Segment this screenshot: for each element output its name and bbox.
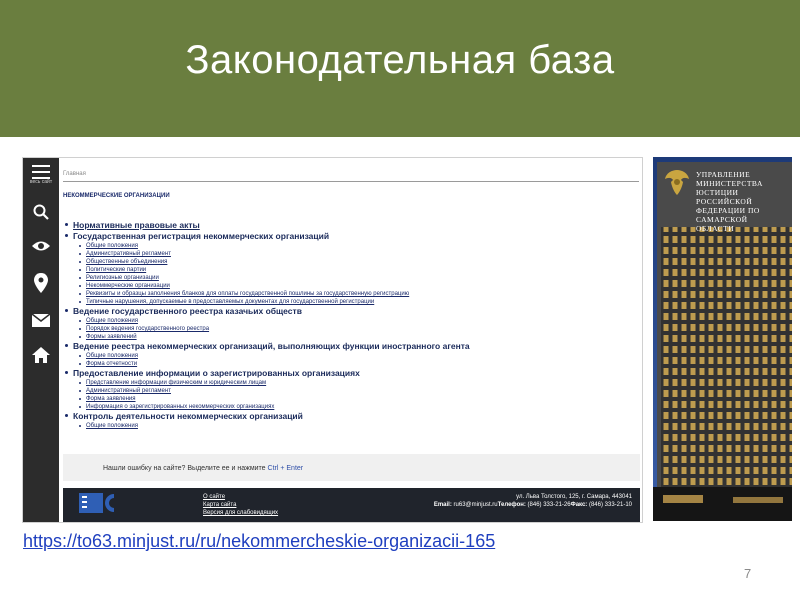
nav-group bbox=[65, 368, 637, 411]
site-footer bbox=[63, 488, 640, 522]
nav-link[interactable]: Представление информации физическим и юридическим лицам bbox=[79, 379, 637, 387]
sign-line: ЮСТИЦИИ bbox=[696, 188, 739, 197]
error-report-text bbox=[103, 465, 303, 472]
nav-link[interactable]: Типичные нарушения, допускаемые в предоставляемых документах для государственной регистрации bbox=[79, 298, 637, 306]
nav-link[interactable]: Общественные объединения bbox=[79, 258, 637, 266]
nav-link[interactable]: Административный регламент bbox=[79, 387, 637, 395]
ministry-logo-icon bbox=[79, 493, 117, 513]
breadcrumb-divider bbox=[63, 181, 639, 182]
site-sidebar bbox=[23, 158, 59, 522]
sign-line: ОБЛАСТИ bbox=[696, 224, 735, 233]
phone-value: (846) 333-21-26 bbox=[527, 502, 571, 508]
nav-group-label[interactable]: Нормативные правовые акты bbox=[73, 220, 200, 230]
sign-line: ФЕДЕРАЦИИ ПО bbox=[696, 206, 760, 215]
sub-list bbox=[79, 242, 637, 306]
fax-value: (846) 333-21-10 bbox=[588, 502, 632, 508]
nav-group-label[interactable]: Ведение реестра некоммерческих организаций, выполняющих функции иностранного агента bbox=[73, 341, 470, 351]
nav-link[interactable]: Политические партии bbox=[79, 266, 637, 274]
nav-link[interactable]: Информация о зарегистрированных некоммерческих организациях bbox=[79, 403, 637, 411]
map-pin-icon[interactable] bbox=[29, 271, 53, 295]
nav-group bbox=[65, 411, 637, 430]
source-url-link[interactable]: https://to63.minjust.ru/ru/nekommercheskie-organizacii-165 bbox=[23, 531, 496, 551]
nav-link[interactable]: Религиозные организации bbox=[79, 274, 637, 282]
page-number: 7 bbox=[744, 566, 752, 581]
nav-group-label[interactable]: Предоставление информации о зарегистрированных организациях bbox=[73, 368, 360, 378]
nav-link[interactable]: Общие положения bbox=[79, 242, 637, 250]
nav-group bbox=[65, 220, 637, 231]
site-main-content bbox=[63, 158, 640, 522]
sign-line: МИНИСТЕРСТВА bbox=[696, 179, 763, 188]
menu-label: весь сайт bbox=[29, 179, 53, 185]
nav-group-label[interactable]: Ведение государственного реестра казачьих обществ bbox=[73, 306, 302, 316]
sub-list bbox=[79, 352, 637, 368]
error-report-message: Нашли ошибку на сайте? Выделите ее и нажмите bbox=[103, 465, 266, 472]
nav-link[interactable]: Общие положения bbox=[79, 422, 637, 430]
building-photo bbox=[653, 157, 792, 521]
sign-line: РОССИЙСКОЙ bbox=[696, 197, 753, 206]
footer-address: ул. Льва Толстого, 125, г. Самара, 443041 bbox=[516, 494, 632, 500]
nav-group bbox=[65, 306, 637, 341]
search-icon[interactable] bbox=[29, 200, 53, 224]
sign-line: САМАРСКОЙ bbox=[696, 215, 748, 224]
footer-link-sitemap[interactable]: Карта сайта bbox=[203, 502, 237, 508]
slide-title: Законодательная база bbox=[185, 38, 615, 82]
email-value[interactable]: ru63@minjust.ru bbox=[453, 502, 498, 508]
nav-group bbox=[65, 231, 637, 306]
footer-link-about[interactable]: О сайте bbox=[203, 494, 226, 500]
emblem-icon bbox=[663, 167, 691, 197]
nav-link[interactable]: Форма отчетности bbox=[79, 360, 637, 368]
website-screenshot bbox=[22, 157, 643, 523]
nav-link[interactable]: Форма заявления bbox=[79, 395, 637, 403]
nav-group-label[interactable]: Государственная регистрация некоммерческих организаций bbox=[73, 231, 330, 241]
building-sign bbox=[696, 170, 788, 233]
sub-list bbox=[79, 422, 637, 430]
footer-links bbox=[203, 493, 278, 517]
nav-list bbox=[65, 220, 637, 430]
breadcrumb[interactable]: Главная bbox=[63, 171, 86, 177]
sign-line: УПРАВЛЕНИЕ bbox=[696, 170, 751, 179]
nav-link[interactable]: Формы заявлений bbox=[79, 333, 637, 341]
email-label: Email: bbox=[433, 502, 452, 508]
error-report-bar bbox=[63, 454, 640, 481]
fax-label: Факс: bbox=[570, 502, 588, 508]
slide-header bbox=[0, 0, 800, 137]
error-report-shortcut: Ctrl + Enter bbox=[267, 465, 304, 472]
eye-icon[interactable] bbox=[29, 234, 53, 258]
sub-list bbox=[79, 379, 637, 411]
menu-button[interactable] bbox=[23, 158, 59, 194]
footer-contacts bbox=[434, 493, 632, 509]
nav-group-label[interactable]: Контроль деятельности некоммерческих организаций bbox=[73, 411, 303, 421]
nav-link[interactable]: Общие положения bbox=[79, 317, 637, 325]
nav-link[interactable]: Административный регламент bbox=[79, 250, 637, 258]
footer-link-accessibility[interactable]: Версия для слабовидящих bbox=[203, 510, 279, 516]
sub-list bbox=[79, 317, 637, 341]
nav-link[interactable]: Некоммерческие организации bbox=[79, 282, 637, 290]
nav-link[interactable]: Общие положения bbox=[79, 352, 637, 360]
phone-label: Телефон: bbox=[497, 502, 526, 508]
footer-contact-line bbox=[434, 501, 632, 509]
hamburger-icon bbox=[32, 165, 50, 179]
nav-link[interactable]: Порядок ведения государственного реестра bbox=[79, 325, 637, 333]
mail-icon[interactable] bbox=[29, 308, 53, 332]
section-title: НЕКОММЕРЧЕСКИЕ ОРГАНИЗАЦИИ bbox=[63, 193, 170, 199]
nav-group bbox=[65, 341, 637, 368]
home-icon[interactable] bbox=[29, 343, 53, 367]
nav-link[interactable]: Реквизиты и образцы заполнения бланков для оплаты государственной пошлины за государственную регистрацию bbox=[79, 290, 637, 298]
